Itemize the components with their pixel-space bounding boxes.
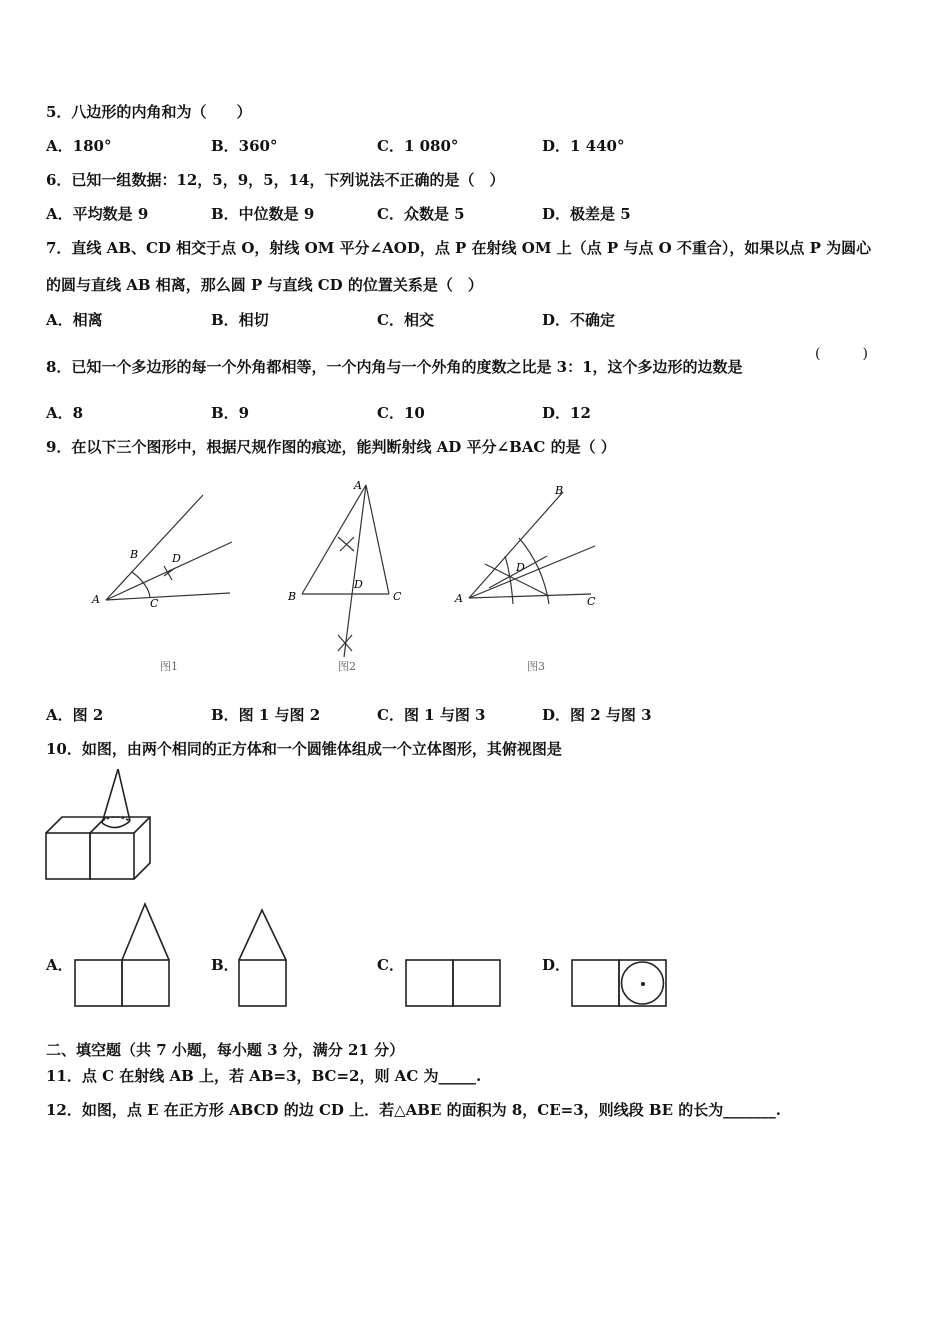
fig3-label-d: D: [516, 561, 525, 574]
q7-option-c: C．相交: [377, 311, 434, 329]
q8-option-c: C．10: [377, 404, 425, 422]
q5-option-d: D．1 440°: [542, 137, 625, 155]
q8-option-b: B．9: [211, 404, 250, 422]
q6-option-c: C．众数是 5: [377, 205, 465, 223]
q7-option-d: D．不确定: [542, 311, 616, 329]
q7-option-b: B．相切: [211, 311, 269, 329]
q11-stem: 11．点 C 在射线 AB 上，若 AB=3，BC=2，则 AC 为_____.: [46, 1067, 482, 1085]
q9-stem: 9．在以下三个图形中，根据尺规作图的痕迹，能判断射线 AD 平分∠BAC 的是（ ）: [46, 438, 616, 456]
fig3-label-b: B: [555, 484, 564, 497]
fig3-caption: 图3: [527, 660, 545, 673]
q9-option-c: C．图 1 与图 3: [377, 706, 486, 724]
fig1-label-c: C: [150, 597, 159, 610]
q8-option-d: D．12: [542, 404, 591, 422]
q10-option-a-label: A．: [46, 956, 73, 974]
q10-option-c-figure: [404, 958, 504, 1010]
fig2-label-a: A: [354, 479, 362, 492]
q10-option-b-figure: [237, 906, 292, 1010]
q9-figure-2: [282, 475, 412, 680]
fig1-caption: 图1: [160, 660, 178, 673]
q6-option-d: D．极差是 5: [542, 205, 631, 223]
q10-option-a-figure: [73, 900, 173, 1010]
fig1-label-a: A: [92, 593, 100, 606]
q8-answer-paren: ( ): [815, 346, 868, 362]
q8-option-a: A．8: [46, 404, 84, 422]
fig3-label-a: A: [455, 592, 463, 605]
q6-stem: 6．已知一组数据：12，5，9，5，14，下列说法不正确的是（ ）: [46, 171, 505, 189]
q6-option-b: B．中位数是 9: [211, 205, 315, 223]
q9-figure-1: [90, 480, 250, 680]
q8-stem: 8．已知一个多边形的每一个外角都相等，一个内角与一个外角的度数之比是 3：1，这个多边形的边数是: [46, 358, 743, 376]
q5-stem: 5．八边形的内角和为（ ）: [46, 103, 252, 121]
q7-stem-line1: 7．直线 AB、CD 相交于点 O，射线 OM 平分∠AOD，点 P 在射线 OM 上（点 P 与点 O 不重合），如果以点 P 为圆心: [46, 239, 872, 257]
q10-stem: 10．如图，由两个相同的正方体和一个圆锥体组成一个立体图形，其俯视图是: [46, 740, 562, 758]
fig2-label-b: B: [288, 590, 297, 603]
q10-option-d-label: D．: [542, 956, 571, 974]
section2-heading: 二、填空题（共 7 小题，每小题 3 分，满分 21 分）: [46, 1041, 405, 1059]
q7-stem-line2: 的圆与直线 AB 相离，那么圆 P 与直线 CD 的位置关系是（ ）: [46, 276, 483, 294]
q10-option-c-label: C．: [377, 956, 404, 974]
fig3-label-c: C: [587, 595, 596, 608]
q9-option-a: A．图 2: [46, 706, 104, 724]
fig1-label-d: D: [172, 552, 181, 565]
q12-stem: 12．如图，点 E 在正方形 ABCD 的边 CD 上．若△ABE 的面积为 8，CE=3，则线段 BE 的长为_______.: [46, 1101, 781, 1119]
q10-solid-figure: [44, 765, 159, 885]
q9-figure-3: [455, 478, 615, 680]
fig2-label-c: C: [393, 590, 402, 603]
q6-option-a: A．平均数是 9: [46, 205, 149, 223]
q9-option-d: D．图 2 与图 3: [542, 706, 652, 724]
q7-option-a: A．相离: [46, 311, 103, 329]
fig1-label-b: B: [130, 548, 139, 561]
q5-option-c: C．1 080°: [377, 137, 459, 155]
fig2-caption: 图2: [338, 660, 356, 673]
q10-option-b-label: B．: [211, 956, 239, 974]
q9-option-b: B．图 1 与图 2: [211, 706, 321, 724]
fig2-label-d: D: [354, 578, 363, 591]
q5-option-b: B．360°: [211, 137, 278, 155]
q10-option-d-figure: [570, 958, 670, 1010]
q5-option-a: A．180°: [46, 137, 112, 155]
